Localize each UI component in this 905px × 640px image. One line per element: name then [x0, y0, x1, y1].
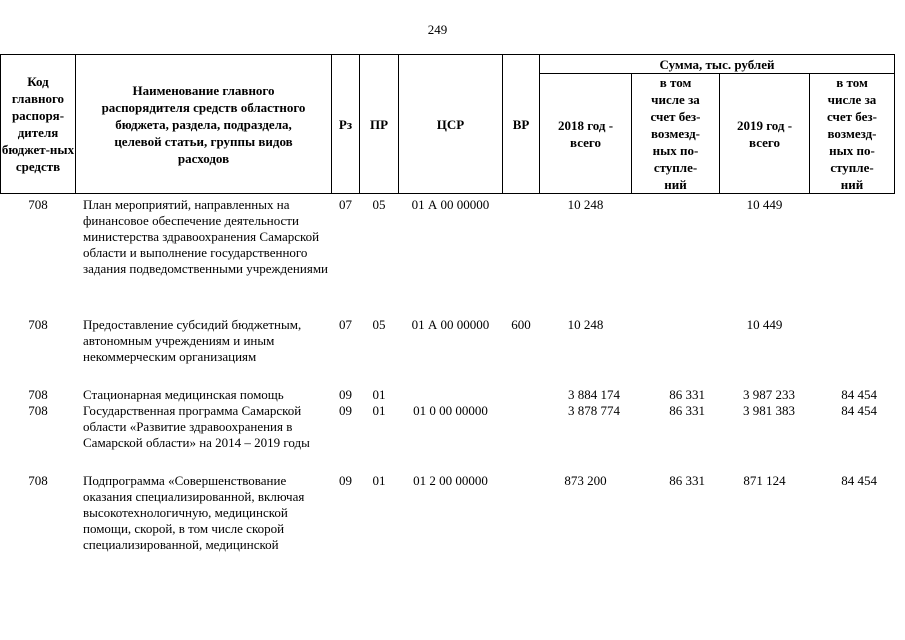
cell-pr: 01 [372, 473, 386, 488]
header-2018-grants: в том числе за счет без-возмезд-ных по-ступле-ний [631, 73, 720, 194]
header-2019-grants: в том числе за счет без-возмезд-ных по-ступле-ний [809, 73, 895, 194]
cell-sum-2019: 871 124 [743, 473, 786, 488]
cell-rz: 09 [339, 403, 352, 418]
cell-sum-2018: 10 248 [567, 197, 604, 212]
cell-sum-2019: 3 981 383 [743, 403, 795, 418]
cell-name: Стационарная медицинская помощь [83, 387, 284, 402]
cell-vr: 600 [511, 317, 531, 332]
page-number: 249 [427, 22, 448, 37]
cell-sum-2018: 873 200 [564, 473, 607, 488]
header-csr: ЦСР [398, 54, 503, 194]
cell-code: 708 [28, 387, 48, 402]
cell-grants-2018: 86 331 [669, 473, 705, 488]
cell-sum-2018: 3 878 774 [568, 403, 620, 418]
cell-rz: 07 [339, 197, 352, 212]
header-2019-total: 2019 год - всего [719, 73, 810, 194]
cell-code: 708 [28, 403, 48, 418]
cell-rz: 09 [339, 473, 352, 488]
cell-grants-2019: 84 454 [841, 387, 877, 402]
cell-sum-2019: 10 449 [746, 317, 783, 332]
cell-grants-2019: 84 454 [841, 403, 877, 418]
cell-csr: 01 0 00 00000 [413, 403, 488, 418]
cell-sum-2019: 3 987 233 [743, 387, 795, 402]
cell-grants-2019: 84 454 [841, 473, 877, 488]
cell-pr: 05 [372, 197, 386, 212]
header-pr: ПР [359, 54, 399, 194]
cell-grants-2018: 86 331 [669, 403, 705, 418]
cell-csr: 01 А 00 00000 [411, 197, 490, 212]
cell-pr: 05 [372, 317, 386, 332]
cell-pr: 01 [372, 387, 386, 402]
header-vr: ВР [502, 54, 540, 194]
cell-sum-2019: 10 449 [746, 197, 783, 212]
cell-rz: 07 [339, 317, 352, 332]
cell-name: Государственная программа Самарской области «Развитие здравоохранения в Самарской области» на 2014 – 2019 годы [83, 403, 310, 450]
cell-sum-2018: 10 248 [567, 317, 604, 332]
header-2018-total: 2018 год - всего [539, 73, 632, 194]
cell-pr: 01 [372, 403, 386, 418]
header-code: Код главного распоря-дителя бюджет-ных средств [0, 54, 76, 194]
cell-code: 708 [28, 197, 48, 212]
cell-code: 708 [28, 473, 48, 488]
cell-name: Предоставление субсидий бюджетным, автономным учреждениям и иным некоммерческим организациям [83, 317, 302, 364]
cell-csr: 01 2 00 00000 [413, 473, 488, 488]
header-name: Наименование главного распорядителя средств областного бюджета, раздела, подраздела, целевой статьи, группы видов расходов [75, 54, 332, 194]
cell-name: План мероприятий, направленных на финансовое обеспечение деятельности министерства здравоохранения Самарской области и выполнение государственного задания подведомственными учреждениями [83, 197, 329, 276]
cell-name: Подпрограмма «Совершенствование оказания специализированной, включая высокотехнологичную, медицинской помощи, скорой, в том числе скорой специализированной, медицинской [83, 473, 305, 552]
header-rz: Рз [331, 54, 360, 194]
header-sum: Сумма, тыс. рублей [539, 54, 895, 74]
cell-sum-2018: 3 884 174 [568, 387, 620, 402]
cell-csr: 01 А 00 00000 [411, 317, 490, 332]
cell-rz: 09 [339, 387, 352, 402]
cell-code: 708 [28, 317, 48, 332]
cell-grants-2018: 86 331 [669, 387, 705, 402]
